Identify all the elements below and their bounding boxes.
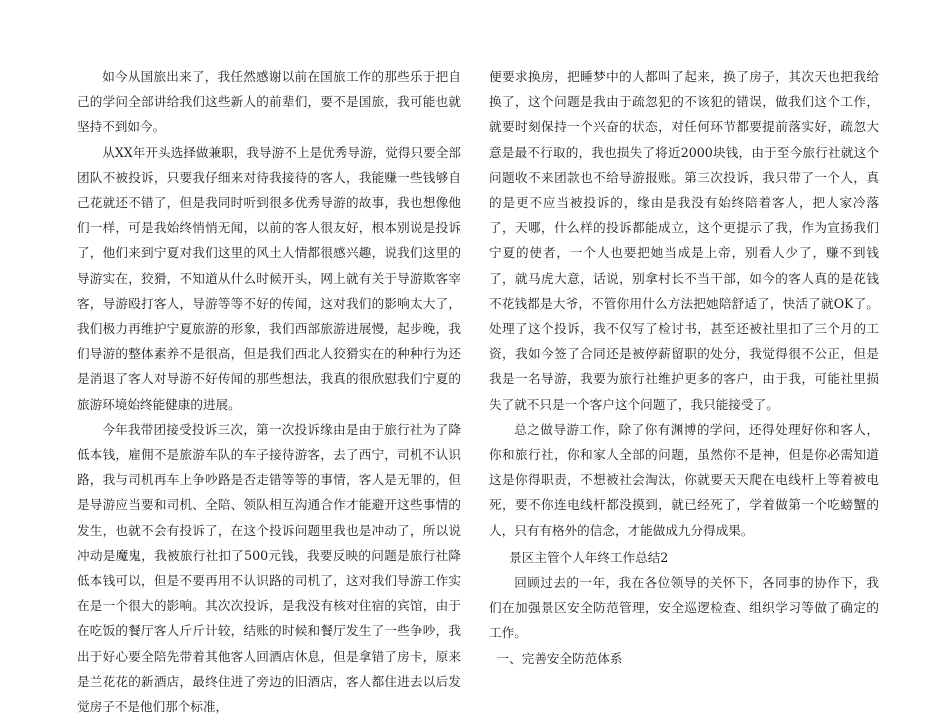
paragraph: 如今从国旅出来了，我任然感谢以前在国旅工作的那些乐于把自己的学问全部讲给我们这些新人的前辈们，要不是国旅，我可能也就坚持不到如今。	[77, 69, 461, 135]
left-column	[77, 64, 461, 719]
section-title: 景区主管个人年终工作总结2	[509, 549, 669, 565]
paragraph: 回顾过去的一年，我在各位领导的关怀下，各同事的协作下，我们在加强景区安全防范管理，安全巡逻检查、组织学习等做了确定的工作。	[489, 575, 879, 641]
paragraph: 总之做导游工作，除了你有渊博的学问，还得处理好你和客人，你和旅行社，你和家人全部的问题，虽然你不是神，但是你必需知道这是你得职责，不想被社会淘汰，你就要天天爬在电线杆上等着被电死，要不你连电线杆都没摸到，就已经死了，学着做第一个吃螃蟹的人，只有有格外的信念，才能做成九分得成果。	[489, 421, 879, 538]
paragraph-continuation: 便要求换房，把睡梦中的人都叫了起来，换了房子，其次天也把我给换了，这个问题是我由于疏忽犯的不该犯的错误，做我们这个工作，就要时刻保持一个兴奋的状态，对任何环节都要提前落实好，疏忽大意是最不行取的，我也损失了将近2000块钱，由于至今旅行社就这个问题收不来团款也不给导游报账。第三次投诉，我只带了一个人，真的是更不应当被投诉的，缘由是我没有始终陪着客人，把人家冷落了，天哪，什么样的投诉都能成立，这个更提示了我，作为宣扬我们宁夏的使者，一个人也要把她当成是上帝，别看人少了，赚不到钱了，就马虎大意，话说，别拿村长不当干部，如今的客人真的是花钱不花钱都是大爷，不管你用什么方法把她陪舒适了，快活了就OK了。处理了这个投诉，我不仅写了检讨书，甚至还被社里扣了三个月的工资，我如今签了合同还是被停薪留职的处分，我觉得很不公正，但是我是一名导游，我要为旅行社维护更多的客户，由于我，可能社里损失了就不只是一个客户这个问题了，我只能接受了。	[489, 69, 879, 412]
paragraph: 从XX年开头选择做兼职，我导游不上是优秀导游，觉得只要全部团队不被投诉，只要我仔细来对待我接待的客人，我能赚一些钱够自己花就还不错了，但是我同时听到很多优秀导游的故事，我也想像他们一样，可是我始终悄悄无闻，以前的客人很友好，根本别说是投诉了，他们来到宁夏对我们这里的风土人情都很感兴趣，说我们这里的导游实在，狡猾，不知道从什么时候开头，网上就有关于导游欺客宰客，导游殴打客人，导游等等不好的传闻，这对我们的影响太大了，我们极力再维护宁夏旅游的形象，我们西部旅游进展慢，起步晚，我们导游的整体素养不是很高，但是我们西北人狡猾实在的种种行为还是消退了客人对导游不好传闻的那些想法，我真的很欣慰我们宁夏的旅游环境始终能健康的进展。	[77, 144, 461, 412]
paragraph: 今年我带团接受投诉三次，第一次投诉缘由是由于旅行社为了降低本钱，雇佣不是旅游车队的车子接待游客，去了西宁，司机不认识路，我与司机再车上争吵路是否走错等等的事情，客人是无罪的，但是导游应当要和司机、全陪、领队相互沟通合作才能避开这些事情的发生，也就不会有投诉了，在这个投诉问题里我也是冲动了，所以说冲动是魔鬼，我被旅行社扣了500元钱，我要反映的问题是旅行社降低本钱可以，但是不要再用不认识路的司机了，这对我们导游工作实在是一个很大的影响。其次次投诉，是我没有核对住宿的宾馆，由于在吃饭的餐厅客人斤斤计较，结账的时候和餐厅发生了一些争吵，我出于好心要全陪先带着其他客人回酒店休息，但是拿错了房卡，原来是兰花花的新酒店，最终住进了旁边的旧酒店，客人都住进去以后发觉房子不是他们那个标准，	[77, 421, 461, 715]
right-column	[489, 64, 879, 671]
subsection-title: 一、完善安全防范体系	[496, 650, 623, 666]
